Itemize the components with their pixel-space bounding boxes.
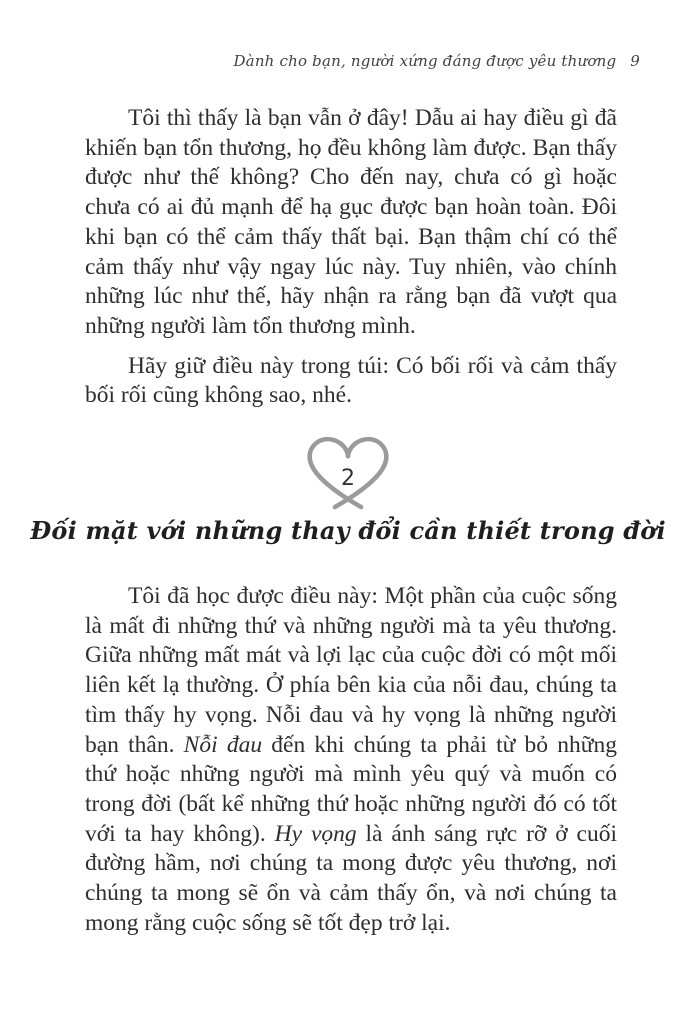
running-title: Dành cho bạn, người xứng đáng được yêu thương	[233, 52, 617, 70]
text-segment: Hãy giữ điều này trong túi: Có bối rối và cảm thấy bối rối cũng không sao, nhé.	[85, 352, 617, 409]
chapter-title: Đối mặt với những thay đổi cần thiết trong đời	[30, 516, 666, 545]
text-segment: Tôi thì thấy là bạn vẫn ở đây! Dẫu ai hay điều gì đã khiến bạn tổn thương, họ đều không làm được. Bạn thấy được như thế không? Cho đến nay, chưa có gì hoặc chưa có ai đủ mạnh để hạ gục được bạn hoàn toàn. Đôi khi bạn có thể cảm thấy thất bại. Bạn thậm chí có thể cảm thấy như vậy ngay lúc này. Tuy nhiên, vào chính những lúc như thế, hãy nhận ra rằng bạn đã vượt qua những người làm tổn thương mình.	[85, 105, 617, 339]
intro-paragraphs	[85, 104, 617, 411]
paragraph	[85, 582, 617, 938]
chapter-body-paragraphs	[85, 582, 617, 938]
emphasis-text: Hy vọng	[274, 820, 357, 847]
text-segment: là ánh sáng rực rỡ ở cuối đường hầm, nơi chúng ta mong được yêu thương, nơi chúng ta mong sẽ ổn và cảm thấy ổn, và nơi chúng ta mong rằng cuộc sống sẽ tốt đẹp trở lại.	[85, 820, 617, 936]
text-segment: Tôi đã học được điều này: Một phần của cuộc sống là mất đi những thứ và những người mà ta yêu thương. Giữa những mất mát và lợi lạc của cuộc đời có một mối liên kết lạ thường. Ở phía bên kia của nỗi đau, chúng ta tìm thấy hy vọng. Nỗi đau và hy vọng là những người bạn thân.	[85, 583, 617, 758]
text-segment: đến khi chúng ta phải từ bỏ những thứ hoặc những người mà mình yêu quý và muốn có trong đời (bất kể những thứ hoặc những người đó có tốt với ta hay không).	[85, 731, 617, 847]
paragraph	[85, 352, 617, 411]
running-header	[233, 52, 640, 70]
emphasis-text: Nỗi đau	[183, 731, 263, 758]
chapter-number: 2	[341, 466, 355, 491]
page-number: 9	[630, 52, 640, 70]
chapter-ornament	[0, 430, 696, 516]
paragraph	[85, 104, 617, 342]
